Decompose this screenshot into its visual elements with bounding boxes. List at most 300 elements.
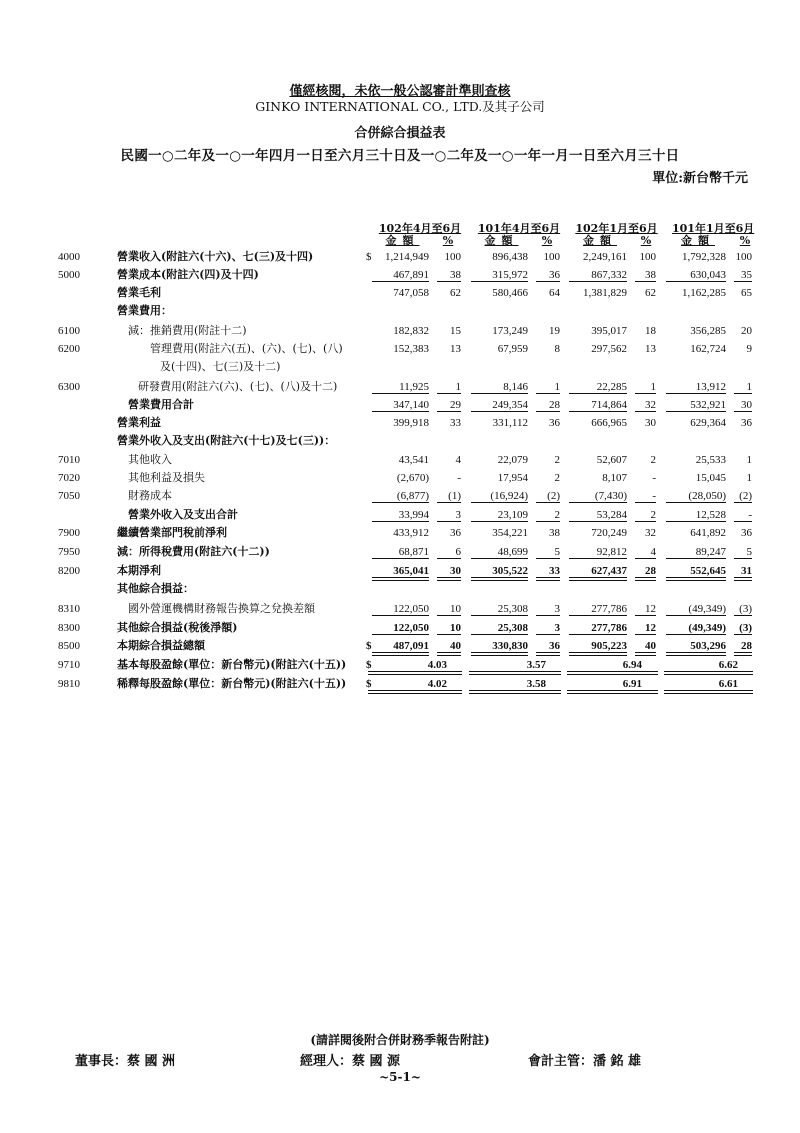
amount-cell: 1,792,328 — [682, 251, 726, 263]
pct-cell: 62 — [450, 287, 461, 299]
amount-header: 金額 — [681, 234, 715, 247]
single-rule — [635, 615, 656, 616]
single-rule — [734, 411, 752, 412]
pct-header: % — [640, 234, 652, 247]
single-rule — [734, 558, 752, 559]
pct-cell: 2 — [650, 454, 656, 466]
single-rule — [734, 502, 752, 503]
account-label: 本期淨利 — [117, 564, 161, 577]
account-code: 9710 — [58, 659, 80, 671]
pct-cell: 1 — [746, 381, 752, 393]
single-rule — [536, 634, 560, 635]
eps-value: 6.62 — [718, 659, 738, 671]
amount-pct-header — [567, 234, 658, 248]
pct-cell: 38 — [549, 527, 560, 539]
pct-cell: - — [652, 490, 656, 502]
pct-cell: (2) — [739, 490, 752, 502]
amount-cell: (49,349) — [688, 603, 726, 615]
pct-cell: 1 — [746, 472, 752, 484]
amount-cell: 8,146 — [503, 381, 528, 393]
amount-cell: 580,466 — [492, 287, 528, 299]
single-rule — [471, 502, 528, 503]
account-label: 其他收入 — [128, 453, 172, 466]
eps-value: 4.02 — [427, 678, 447, 690]
single-rule — [471, 281, 528, 282]
pct-cell: 100 — [639, 251, 656, 263]
single-rule — [437, 521, 461, 522]
single-rule — [569, 393, 627, 394]
account-label: 營業費用合計 — [128, 398, 194, 411]
table-row — [0, 469, 800, 487]
single-rule — [536, 521, 560, 522]
amount-cell: 867,332 — [591, 269, 627, 281]
pct-cell: 2 — [554, 454, 560, 466]
single-rule — [536, 502, 560, 503]
pct-cell: 32 — [645, 399, 656, 411]
table-row — [0, 358, 800, 376]
account-code: 7900 — [58, 527, 80, 539]
pct-cell: 38 — [645, 269, 656, 281]
account-label: 其他綜合損益(稅後淨額) — [117, 621, 238, 634]
pct-header: % — [739, 234, 751, 247]
amount-cell: 25,308 — [497, 622, 528, 634]
account-code: 8200 — [58, 565, 80, 577]
single-rule — [372, 521, 429, 522]
single-rule — [666, 393, 726, 394]
account-code: 6300 — [58, 381, 80, 393]
amount-cell: 347,140 — [393, 399, 429, 411]
single-rule — [635, 558, 656, 559]
pct-cell: 13 — [450, 343, 461, 355]
pct-cell: 28 — [645, 565, 656, 577]
account-code: 9810 — [58, 678, 80, 690]
amount-cell: 182,832 — [393, 325, 429, 337]
table-row — [0, 580, 800, 598]
pct-cell: 30 — [741, 399, 752, 411]
amount-cell: (28,050) — [688, 490, 726, 502]
amount-cell: 152,383 — [393, 343, 429, 355]
amount-cell: 277,786 — [591, 603, 627, 615]
pct-cell: - — [652, 472, 656, 484]
account-label: 減：所得稅費用(附註六(十二)) — [117, 545, 270, 558]
single-rule — [536, 411, 560, 412]
pct-cell: 40 — [645, 640, 656, 652]
single-rule — [372, 558, 429, 559]
amount-cell: (2,670) — [396, 472, 429, 484]
eps-value: 4.03 — [427, 659, 447, 671]
pct-cell: 36 — [549, 640, 560, 652]
pct-cell: 1 — [455, 381, 461, 393]
amount-cell: 630,043 — [690, 269, 726, 281]
amount-cell: 43,541 — [398, 454, 429, 466]
amount-cell: 8,107 — [602, 472, 627, 484]
account-label: 其他利益及損失 — [128, 471, 205, 484]
amount-cell: 25,308 — [497, 603, 528, 615]
pct-cell: 18 — [645, 325, 656, 337]
single-rule — [569, 521, 627, 522]
amount-cell: 23,109 — [497, 509, 528, 521]
single-rule — [666, 615, 726, 616]
pct-cell: 31 — [741, 565, 752, 577]
amount-cell: 17,954 — [497, 472, 528, 484]
single-rule — [372, 281, 429, 282]
amount-cell: 356,285 — [690, 325, 726, 337]
pct-cell: 100 — [735, 251, 752, 263]
pct-cell: 1 — [746, 454, 752, 466]
amount-cell: 1,214,949 — [385, 251, 429, 263]
single-rule — [437, 502, 461, 503]
amount-cell: 297,562 — [591, 343, 627, 355]
dollar-sign: $ — [366, 251, 372, 263]
amount-cell: 162,724 — [690, 343, 726, 355]
amount-cell: 552,645 — [690, 565, 726, 577]
single-rule — [471, 521, 528, 522]
amount-cell: 25,533 — [695, 454, 726, 466]
account-label: 其他綜合損益： — [117, 582, 194, 595]
amount-cell: 714,864 — [591, 399, 627, 411]
account-code: 5000 — [58, 269, 80, 281]
account-code: 8310 — [58, 603, 80, 615]
single-rule — [734, 521, 752, 522]
single-rule — [437, 411, 461, 412]
amount-pct-header — [664, 234, 753, 248]
pct-cell: 10 — [450, 603, 461, 615]
pct-cell: 36 — [450, 527, 461, 539]
table-row — [0, 248, 800, 266]
amount-cell: 11,925 — [399, 381, 429, 393]
account-label: 減：推銷費用(附註十二) — [128, 324, 247, 337]
single-rule — [437, 634, 461, 635]
amount-cell: 173,249 — [492, 325, 528, 337]
single-rule — [666, 634, 726, 635]
dollar-sign: $ — [366, 678, 372, 690]
table-row — [0, 302, 800, 320]
account-label: 營業外收入及支出(附註六(十七)及七(三))： — [117, 434, 336, 447]
pct-cell: 8 — [554, 343, 560, 355]
amount-pct-header — [370, 234, 462, 248]
account-code: 4000 — [58, 251, 80, 263]
single-rule — [569, 411, 627, 412]
single-rule — [666, 558, 726, 559]
pct-cell: - — [457, 472, 461, 484]
amount-cell: 467,891 — [393, 269, 429, 281]
single-rule — [635, 634, 656, 635]
pct-cell: 9 — [746, 343, 752, 355]
single-rule — [666, 281, 726, 282]
amount-cell: 122,050 — [393, 622, 429, 634]
eps-value: 6.94 — [622, 659, 642, 671]
pct-cell: (1) — [448, 490, 461, 502]
pct-cell: 100 — [543, 251, 560, 263]
pct-cell: - — [748, 509, 752, 521]
account-code: 6200 — [58, 343, 80, 355]
pct-cell: 20 — [741, 325, 752, 337]
single-rule — [372, 411, 429, 412]
single-rule — [437, 615, 461, 616]
amount-cell: (6,877) — [396, 490, 429, 502]
single-rule — [569, 281, 627, 282]
amount-cell: 354,221 — [492, 527, 528, 539]
dollar-sign: $ — [366, 640, 372, 652]
pct-cell: 13 — [645, 343, 656, 355]
account-label: 營業費用： — [117, 304, 172, 317]
single-rule — [372, 393, 429, 394]
amount-cell: 53,284 — [596, 509, 627, 521]
account-label: 國外營運機構財務報告換算之兌換差額 — [128, 602, 315, 615]
account-label: 本期綜合損益總額 — [117, 639, 205, 652]
double-rule — [469, 690, 561, 694]
pct-cell: 3 — [554, 622, 560, 634]
amount-cell: 277,786 — [591, 622, 627, 634]
pct-cell: 64 — [549, 287, 560, 299]
account-code: 7950 — [58, 546, 80, 558]
amount-cell: 52,607 — [596, 454, 627, 466]
amount-cell: 747,058 — [393, 287, 429, 299]
account-label: 營業外收入及支出合計 — [128, 508, 238, 521]
amount-cell: 487,091 — [393, 640, 429, 652]
amount-cell: 905,223 — [591, 640, 627, 652]
single-rule — [635, 521, 656, 522]
amount-header: 金額 — [583, 234, 617, 247]
pct-cell: 33 — [549, 565, 560, 577]
single-rule — [666, 502, 726, 503]
footnote: (請詳閱後附合併財務季報告附註) — [310, 1033, 490, 1047]
page-number: ~5-1~ — [379, 1070, 421, 1084]
pct-cell: 30 — [645, 417, 656, 429]
pct-cell: 4 — [650, 546, 656, 558]
amount-cell: 365,041 — [393, 565, 429, 577]
amount-cell: 22,285 — [596, 381, 627, 393]
amount-cell: 627,437 — [591, 565, 627, 577]
pct-header: % — [541, 234, 553, 247]
pct-cell: 100 — [444, 251, 461, 263]
single-rule — [734, 281, 752, 282]
table-row — [0, 524, 800, 542]
table-row — [0, 322, 800, 340]
pct-cell: 1 — [554, 381, 560, 393]
double-rule — [567, 690, 658, 694]
pct-cell: 2 — [554, 509, 560, 521]
currency-unit: 單位:新台幣千元 — [652, 171, 748, 186]
single-rule — [635, 281, 656, 282]
pct-cell: (2) — [547, 490, 560, 502]
account-label: 稀釋每股盈餘(單位：新台幣元)(附註六(十五)) — [117, 677, 347, 690]
pct-cell: 30 — [450, 565, 461, 577]
amount-cell: 249,354 — [492, 399, 528, 411]
pct-cell: 40 — [450, 640, 461, 652]
amount-cell: 1,162,285 — [682, 287, 726, 299]
pct-header: % — [442, 234, 454, 247]
pct-cell: 36 — [741, 417, 752, 429]
pct-cell: 29 — [450, 399, 461, 411]
amount-cell: 13,912 — [695, 381, 726, 393]
dollar-sign: $ — [366, 659, 372, 671]
period-header: 101年1月至6月 — [672, 222, 755, 235]
accountant-signature: 會計主管：潘 銘 雄 — [528, 1054, 642, 1069]
amount-cell: 666,965 — [591, 417, 627, 429]
single-rule — [437, 393, 461, 394]
amount-cell: 1,381,829 — [583, 287, 627, 299]
account-label: 營業成本(附註六(四)及十四) — [117, 268, 259, 281]
period-header: 102年4月至6月 — [378, 222, 462, 235]
account-label: 及(十四)、七(三)及十二) — [160, 360, 281, 373]
pct-cell: 2 — [554, 472, 560, 484]
amount-header: 金額 — [385, 234, 420, 247]
single-rule — [569, 558, 627, 559]
eps-value: 6.91 — [622, 678, 642, 690]
double-rule — [664, 690, 753, 694]
pct-cell: 33 — [450, 417, 461, 429]
amount-cell: (7,430) — [594, 490, 627, 502]
amount-cell: (49,349) — [688, 622, 726, 634]
account-code: 8500 — [58, 640, 80, 652]
single-rule — [734, 615, 752, 616]
single-rule — [372, 615, 429, 616]
amount-cell: 15,045 — [695, 472, 726, 484]
single-rule — [569, 502, 627, 503]
pct-cell: 36 — [549, 269, 560, 281]
pct-cell: 32 — [645, 527, 656, 539]
single-rule — [471, 393, 528, 394]
pct-cell: 15 — [450, 325, 461, 337]
amount-pct-header — [469, 234, 561, 248]
amount-cell: (16,924) — [490, 490, 528, 502]
pct-cell: 19 — [549, 325, 560, 337]
account-label: 財務成本 — [128, 489, 172, 502]
period-header: 101年4月至6月 — [477, 222, 561, 235]
pct-cell: 3 — [554, 603, 560, 615]
pct-cell: 1 — [650, 381, 656, 393]
pct-cell: 38 — [450, 269, 461, 281]
account-code: 7050 — [58, 490, 80, 502]
single-rule — [372, 634, 429, 635]
single-rule — [635, 411, 656, 412]
single-rule — [666, 521, 726, 522]
account-code: 6100 — [58, 325, 80, 337]
pct-cell: 28 — [741, 640, 752, 652]
single-rule — [437, 281, 461, 282]
amount-cell: 2,249,161 — [583, 251, 627, 263]
account-code: 7010 — [58, 454, 80, 466]
amount-cell: 122,050 — [393, 603, 429, 615]
account-label: 繼續營業部門稅前淨利 — [117, 526, 227, 539]
single-rule — [635, 502, 656, 503]
amount-cell: 896,438 — [492, 251, 528, 263]
amount-cell: 315,972 — [492, 269, 528, 281]
single-rule — [734, 393, 752, 394]
account-code: 8300 — [58, 622, 80, 634]
amount-cell: 67,959 — [497, 343, 528, 355]
amount-cell: 33,994 — [398, 509, 429, 521]
pct-cell: 12 — [645, 622, 656, 634]
table-row — [0, 432, 800, 450]
account-label: 研發費用(附註六(六)、(七)、(八)及十二) — [138, 380, 338, 393]
amount-cell: 399,918 — [393, 417, 429, 429]
single-rule — [437, 558, 461, 559]
amount-cell: 641,892 — [690, 527, 726, 539]
single-rule — [372, 502, 429, 503]
amount-cell: 92,812 — [596, 546, 627, 558]
pct-cell: (3) — [739, 622, 752, 634]
amount-cell: 330,830 — [492, 640, 528, 652]
single-rule — [471, 558, 528, 559]
eps-value: 3.58 — [526, 678, 546, 690]
single-rule — [635, 393, 656, 394]
amount-cell: 331,112 — [492, 417, 528, 429]
account-label: 營業毛利 — [117, 286, 161, 299]
pct-cell: 35 — [741, 269, 752, 281]
amount-cell: 503,296 — [690, 640, 726, 652]
pct-cell: 65 — [741, 287, 752, 299]
amount-cell: 433,912 — [393, 527, 429, 539]
pct-cell: 3 — [455, 509, 461, 521]
review-notice: 僅經核閱，未依一般公認審計準則查核 — [289, 84, 511, 99]
pct-cell: 2 — [650, 509, 656, 521]
eps-value: 6.61 — [718, 678, 738, 690]
single-rule — [471, 634, 528, 635]
amount-cell: 68,871 — [398, 546, 429, 558]
table-row — [0, 340, 800, 358]
company-name: GINKO INTERNATIONAL CO., LTD.及其子公司 — [255, 99, 545, 114]
amount-cell: 22,079 — [497, 454, 528, 466]
amount-cell: 48,699 — [497, 546, 528, 558]
single-rule — [536, 281, 560, 282]
account-label: 基本每股盈餘(單位：新台幣元)(附註六(十五)) — [117, 658, 347, 671]
chairman-signature: 董事長：蔡 國 洲 — [75, 1054, 176, 1069]
account-label: 管理費用(附註六(五)、(六)、(七)、(八) — [150, 342, 343, 355]
table-row — [0, 284, 800, 302]
single-rule — [536, 393, 560, 394]
pct-cell: 5 — [554, 546, 560, 558]
pct-cell: (3) — [739, 603, 752, 615]
account-label: 營業利益 — [117, 416, 161, 429]
pct-cell: 28 — [549, 399, 560, 411]
single-rule — [569, 634, 627, 635]
pct-cell: 6 — [455, 546, 461, 558]
table-row — [0, 451, 800, 469]
single-rule — [471, 411, 528, 412]
amount-cell: 89,247 — [695, 546, 726, 558]
pct-cell: 12 — [645, 603, 656, 615]
single-rule — [471, 615, 528, 616]
pct-cell: 4 — [455, 454, 461, 466]
pct-cell: 36 — [549, 417, 560, 429]
single-rule — [666, 411, 726, 412]
eps-value: 3.57 — [526, 659, 546, 671]
single-rule — [536, 615, 560, 616]
single-rule — [569, 615, 627, 616]
pct-cell: 62 — [645, 287, 656, 299]
statement-period: 民國一○二年及一○一年四月一日至六月三十日及一○二年及一○一年一月一日至六月三十日 — [120, 148, 680, 164]
double-rule — [368, 690, 462, 694]
amount-cell: 12,528 — [695, 509, 726, 521]
table-row — [0, 414, 800, 432]
amount-header: 金額 — [484, 234, 519, 247]
pct-cell: 5 — [746, 546, 752, 558]
pct-cell: 10 — [450, 622, 461, 634]
account-label: 營業收入(附註六(十六)、七(三)及十四) — [117, 250, 314, 263]
account-code: 7020 — [58, 472, 80, 484]
single-rule — [734, 634, 752, 635]
amount-cell: 395,017 — [591, 325, 627, 337]
amount-cell: 720,249 — [591, 527, 627, 539]
statement-title: 合併綜合損益表 — [354, 126, 446, 141]
period-header: 102年1月至6月 — [575, 222, 658, 235]
amount-cell: 629,364 — [690, 417, 726, 429]
manager-signature: 經理人：蔡 國 源 — [300, 1054, 401, 1069]
amount-cell: 532,921 — [690, 399, 726, 411]
amount-cell: 305,522 — [492, 565, 528, 577]
